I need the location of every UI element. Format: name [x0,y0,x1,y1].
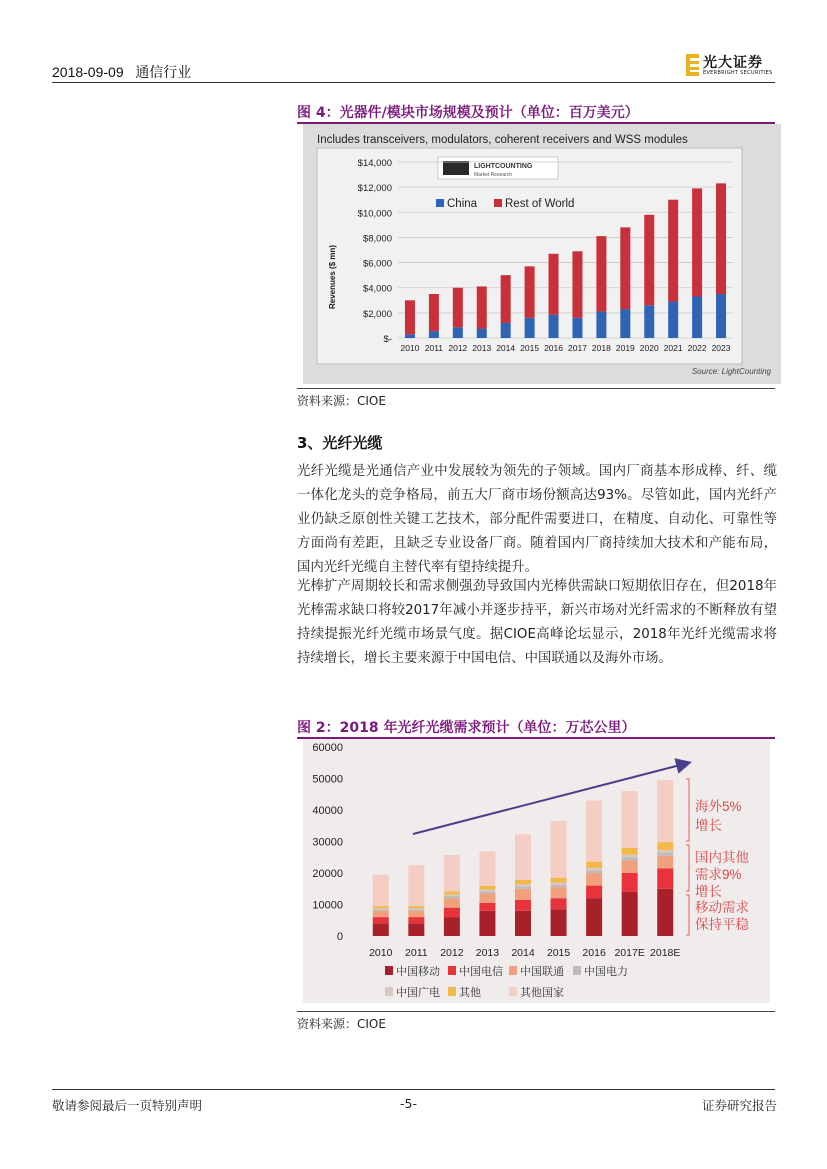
bar-segment [657,853,673,856]
bar-segment [620,309,630,338]
legend-label: 中国移动 [396,966,440,978]
y-tick-label: $8,000 [362,233,392,245]
bar-segment [479,911,495,936]
bar-segment [408,909,424,911]
legend-swatch [509,987,517,996]
bar-segment [479,891,495,893]
bar-segment [551,878,567,883]
figure1-subtitle: Includes transceivers, modulators, coherent receivers and WSS modules [317,134,688,146]
chart-annotation: 海外5% [695,799,742,814]
bar-segment [479,903,495,911]
header-industry: 通信行业 [135,64,192,80]
bar-segment [479,893,495,902]
x-tick-label: 2015 [520,343,540,353]
section-heading: 3、光纤光缆 [297,434,383,452]
bar-segment [408,911,424,917]
bar-segment [453,288,463,328]
x-tick-label: 2018E [650,947,681,959]
bar-segment [444,855,460,891]
bar-segment [405,300,415,334]
bar-segment [572,251,582,318]
bar-segment [586,868,602,870]
x-tick-label: 2011 [405,947,428,959]
bar-segment [586,862,602,868]
bar-segment [373,923,389,936]
bar-segment [515,900,531,911]
figure2-source: 资料来源：CIOE [297,1017,386,1031]
x-tick-label: 2012 [448,343,468,353]
bar-segment [373,909,389,911]
figure1-source: 资料来源：CIOE [297,394,386,408]
x-tick-label: 2013 [475,947,500,959]
bar-segment [479,851,495,886]
bar-segment [525,266,535,318]
figure2-chart [303,739,770,1003]
bar-segment [501,323,511,338]
x-tick-label: 2011 [424,343,444,353]
figure1-chart [303,124,781,384]
footer-disclaimer: 敬请参阅最后一页特别声明 [52,1098,203,1113]
x-tick-label: 2013 [472,343,492,353]
bar-segment [692,297,702,338]
y-tick-label: 10000 [312,899,343,912]
logo-english-name: EVERBRIGHT SECURITIES [703,70,773,76]
bar-segment [657,868,673,888]
brand-logo [686,52,778,80]
bar-segment [477,329,487,338]
bar-segment [551,883,567,885]
bar-segment [373,875,389,907]
header-date: 2018-09-09 通信行业 [52,64,192,80]
x-tick-label: 2014 [511,947,535,959]
bar-segment [373,906,389,908]
bar-segment [515,834,531,880]
x-tick-label: 2014 [496,343,516,353]
y-tick-label: $12,000 [357,183,392,195]
bar-segment [586,801,602,862]
legend-swatch [448,987,456,996]
legend-swatch [385,987,393,996]
figure1-title: 图 4：光器件/模块市场规模及预计（单位：百万美元） [297,105,639,121]
bar-segment [405,334,415,338]
figure1-ylabel: Revenues ($ mn) [328,244,337,310]
legend-label: 中国联通 [520,966,564,978]
bar-segment [551,898,567,909]
bar-segment [622,873,638,892]
bar-segment [373,908,389,909]
bar-segment [515,889,531,900]
x-tick-label: 2017 [568,343,587,353]
bar-segment [501,275,511,323]
bar-segment [444,896,460,898]
bar-segment [586,886,602,899]
x-tick-label: 2015 [546,947,571,959]
legend-label: 中国广电 [396,987,440,999]
y-tick-label: $2,000 [362,308,392,320]
chart-annotation: 需求9% [695,867,742,882]
x-tick-label: 2021 [663,343,683,353]
legend-swatch [385,966,393,975]
bar-segment [373,911,389,917]
bar-segment [716,294,726,338]
y-tick-label: $14,000 [357,158,392,169]
figure2-title: 图 2：2018 年光纤光缆需求预计（单位：万芯公里） [297,720,636,736]
y-tick-label: $4,000 [362,283,392,295]
bar-segment [429,294,439,331]
x-tick-label: 2010 [369,947,393,959]
bar-segment [479,886,495,890]
bar-segment [622,848,638,855]
y-tick-label: 40000 [312,805,343,817]
footer-report-type: 证券研究报告 [702,1098,778,1113]
legend-swatch [448,966,456,975]
legend-label: China [447,198,478,210]
legend-label: 其他国家 [520,987,564,999]
x-tick-label: 2012 [440,947,464,959]
legend-label: 中国电信 [459,966,503,978]
bar-segment [622,860,638,873]
lightcounting-logo-mark-icon [443,161,469,175]
figure2-source-rule [297,1011,775,1012]
bar-segment [572,318,582,338]
y-tick-label: $10,000 [357,208,392,220]
legend-label: Rest of World [505,198,575,210]
bar-segment [586,873,602,886]
bar-segment [551,887,567,898]
y-tick-label: 60000 [312,742,343,754]
bar-segment [644,305,654,338]
bar-segment [515,886,531,889]
legend-swatch [494,199,502,207]
figure1-chart-svg [303,124,781,384]
bar-segment [716,183,726,294]
bar-segment [586,870,602,873]
legend-swatch [573,966,581,975]
bar-segment [622,855,638,858]
bar-segment [622,791,638,848]
bar-segment [596,312,606,338]
y-tick-label: $- [383,334,392,345]
lightcounting-logo-subtext: Market Research [474,172,513,178]
bar-segment [657,842,673,850]
y-tick-label: 50000 [312,773,343,786]
footer-divider [52,1089,775,1090]
bar-segment [622,892,638,936]
bar-segment [657,856,673,869]
bar-segment [525,318,535,338]
bar-segment [644,215,654,306]
figure1-source-rule [297,388,775,389]
x-tick-label: 2016 [582,947,606,959]
bar-segment [657,889,673,936]
bar-segment [408,908,424,909]
logo-mark-icon [686,54,699,76]
bar-segment [479,890,495,892]
chart-annotation: 国内其他 [695,850,749,865]
bar-segment [549,315,559,338]
legend-swatch [509,966,517,975]
chart-annotation: 保持平稳 [695,917,749,932]
bar-segment [549,254,559,315]
chart-annotation: 移动需求 [695,900,749,915]
paragraph-1: 光纤光缆是光通信产业中发展较为领先的子领域。国内厂商基本形成棒、纤、缆一体化龙头的竞争格局，前五大厂商市场份额高达93%。尽管如此，国内光纤产业仍缺乏原创性关键工艺技术，部分配件需要进口，在精度、自动化、可靠性等方面尚有差距，且缺乏专业设备厂商。随着国内厂商持续加大技术和产能布局，国内光纤光缆自主替代率有望持续提升。 [297,464,777,575]
bar-segment [408,865,424,906]
bar-segment [444,908,460,917]
bar-segment [444,894,460,896]
figure1-source-note: Source: LightCounting [691,367,771,376]
chart-annotation: 增长 [695,884,722,899]
lightcounting-logo-text: LIGHTCOUNTING [474,163,533,170]
x-tick-label: 2017E [614,947,645,959]
figure2-chart-svg [303,739,770,1003]
chart-annotation: 增长 [695,818,722,833]
bar-segment [551,885,567,888]
x-tick-label: 2010 [400,343,420,353]
y-tick-label: 20000 [312,868,343,880]
bar-segment [551,821,567,878]
bar-segment [668,302,678,338]
legend-label: 其他 [459,987,481,999]
x-tick-label: 2018 [591,343,611,353]
x-tick-label: 2023 [711,343,731,353]
bar-segment [515,880,531,884]
y-tick-label: 30000 [312,836,343,849]
x-tick-label: 2022 [687,343,707,353]
bar-segment [586,898,602,936]
x-tick-label: 2019 [615,343,635,353]
y-tick-label: $6,000 [362,258,392,270]
bar-segment [668,200,678,302]
legend-swatch [436,199,444,207]
header-divider [52,82,775,83]
x-tick-label: 2020 [639,343,659,353]
bar-segment [477,286,487,328]
bar-segment [373,917,389,923]
footer-page-number: -5- [400,1096,417,1111]
bar-segment [408,923,424,936]
bar-segment [444,917,460,936]
x-tick-label: 2016 [544,343,563,353]
bar-segment [408,917,424,923]
bar-segment [657,850,673,853]
bar-segment [408,906,424,908]
logo-chinese-name: 光大证券 [703,55,763,71]
bar-segment [444,898,460,907]
bar-segment [657,780,673,842]
bar-segment [551,909,567,936]
bar-segment [515,911,531,936]
bar-segment [692,188,702,296]
bar-segment [429,331,439,338]
paragraph-2: 光棒扩产周期较长和需求侧强劲导致国内光棒供需缺口短期依旧存在，但2018年光棒需求缺口将较2017年减小并逐步持平，新兴市场对光纤需求的不断释放有望持续提振光纤光缆市场景气度。据CIOE高峰论坛显示，2018年光纤光缆需求将持续增长，增长主要来源于中国电信、中国联通以及海外市场。 [297,579,777,666]
bar-segment [453,327,463,338]
bar-segment [620,227,630,309]
bar-segment [596,236,606,311]
bar-segment [444,891,460,894]
bar-segment [622,857,638,860]
legend-label: 中国电力 [584,966,628,978]
bar-segment [515,884,531,886]
y-tick-label: 0 [336,931,343,943]
